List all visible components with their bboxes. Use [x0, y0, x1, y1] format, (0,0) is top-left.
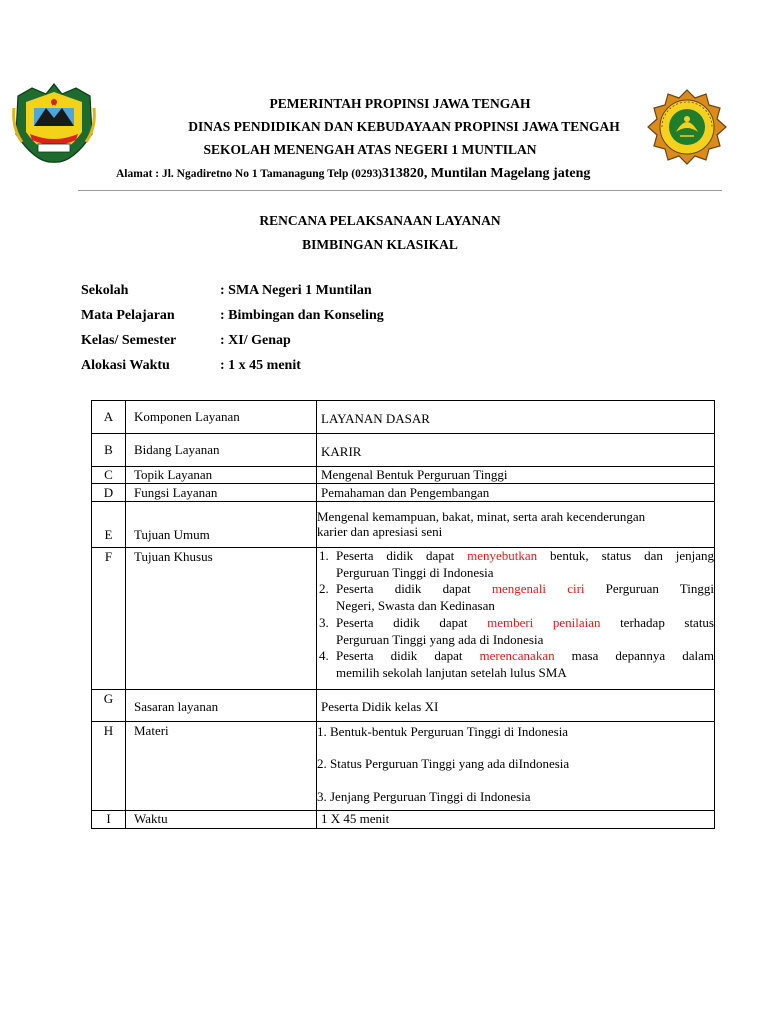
material-item: 1. Bentuk-bentuk Perguruan Tinggi di Indonesia: [317, 724, 569, 739]
list-item: [317, 581, 714, 614]
info-value: : SMA Negeri 1 Muntilan: [220, 283, 372, 298]
item-text: Perguruan Tinggi: [584, 581, 714, 597]
item-text: Peserta didik dapat: [336, 614, 488, 630]
row-value: LAYANAN DASAR: [321, 411, 430, 426]
table-row: [92, 690, 714, 722]
row-code: A: [103, 409, 114, 424]
item-text: Peserta didik dapat: [336, 548, 468, 563]
table-row: [92, 434, 714, 467]
header-divider: [78, 190, 722, 191]
row-code: B: [104, 442, 113, 457]
item-text-line2: memilih sekolah lanjutan setelah lulus SMA: [336, 664, 567, 680]
item-text: Peserta didik dapat: [336, 648, 480, 664]
item-text-line2: Negeri, Swasta dan Kedinasan: [336, 598, 495, 614]
item-keyword: mengenali ciri: [491, 581, 585, 597]
item-text-line2: Perguruan Tinggi yang ada di Indonesia: [336, 631, 544, 647]
row-code: G: [103, 691, 114, 706]
table-row: [92, 811, 714, 828]
row-code: I: [106, 811, 111, 826]
item-text: terhadap status: [600, 614, 714, 630]
item-keyword: menyebutkan: [467, 548, 538, 563]
item-text-line2: Perguruan Tinggi di Indonesia: [336, 564, 494, 580]
table-row: [92, 548, 714, 690]
row-code: C: [104, 467, 113, 482]
item-keyword: memberi penilaian: [487, 614, 601, 630]
list-item: [317, 648, 714, 681]
header-line-1: PEMERINTAH PROPINSI JAWA TENGAH: [269, 96, 531, 111]
item-number: 1.: [319, 548, 329, 563]
item-keyword: merencanakan: [479, 648, 555, 664]
table-row: [92, 722, 714, 811]
item-text: bentuk, status dan jenjang: [537, 548, 715, 563]
row-value: 1 X 45 menit: [321, 811, 390, 826]
row-value: Peserta Didik kelas XI: [321, 699, 439, 714]
row-label: Komponen Layanan: [134, 409, 240, 424]
info-key: Mata Pelajaran: [81, 308, 175, 323]
row-value-line: Mengenal kemampuan, bakat, minat, serta arah kecenderungan: [317, 509, 646, 524]
material-item: 3. Jenjang Perguruan Tinggi di Indonesia: [317, 789, 531, 804]
objective-list: [317, 548, 714, 682]
address-small: Alamat : Jl. Ngadiretno No 1 Tamanagung Telp (0293): [116, 168, 382, 180]
row-label: Fungsi Layanan: [134, 485, 218, 500]
header-line-2: DINAS PENDIDIKAN DAN KEBUDAYAAN PROPINSI JAWA TENGAH: [188, 119, 620, 134]
info-key: Alokasi Waktu: [81, 358, 170, 373]
row-code: D: [103, 485, 114, 500]
row-value-line: karier dan apresiasi seni: [317, 524, 443, 539]
row-label: Materi: [134, 723, 169, 738]
school-address: [116, 166, 640, 182]
doc-subtitle: BIMBINGAN KLASIKAL: [302, 237, 458, 252]
row-code: F: [104, 549, 113, 564]
doc-title: RENCANA PELAKSANAAN LAYANAN: [259, 213, 501, 228]
info-key: Sekolah: [81, 283, 129, 298]
info-key: Kelas/ Semester: [81, 333, 177, 348]
header-line-3: SEKOLAH MENENGAH ATAS NEGERI 1 MUNTILAN: [203, 142, 537, 157]
address-large: 313820, Muntilan Magelang jateng: [381, 166, 591, 181]
info-value: : XI/ Genap: [220, 333, 291, 348]
item-text: Peserta didik dapat: [336, 581, 492, 597]
item-text: masa depannya dalam: [554, 648, 714, 664]
row-label: Tujuan Khusus: [134, 549, 213, 564]
table-row: [92, 401, 714, 434]
table-row: [92, 502, 714, 548]
info-value: : 1 x 45 menit: [220, 358, 301, 373]
item-number: 4.: [319, 648, 329, 664]
row-code: E: [104, 527, 113, 542]
material-item: 2. Status Perguruan Tinggi yang ada diIndonesia: [317, 756, 570, 771]
row-value: KARIR: [321, 444, 362, 459]
row-value: Pemahaman dan Pengembangan: [321, 485, 490, 500]
item-number: 3.: [319, 614, 329, 630]
row-label: Topik Layanan: [134, 467, 213, 482]
row-label: Sasaran layanan: [134, 699, 219, 714]
table-row: [92, 467, 714, 484]
table-row: [92, 484, 714, 502]
row-label: Waktu: [134, 811, 168, 826]
row-value: Mengenal Bentuk Perguruan Tinggi: [321, 467, 508, 482]
row-label: Tujuan Umum: [134, 527, 210, 542]
list-item: [317, 548, 714, 581]
list-item: [317, 615, 714, 648]
row-label: Bidang Layanan: [134, 442, 220, 457]
item-number: 2.: [319, 581, 329, 597]
info-value: : Bimbingan dan Konseling: [220, 308, 384, 323]
row-code: H: [103, 723, 114, 738]
rpl-table: [91, 400, 715, 829]
